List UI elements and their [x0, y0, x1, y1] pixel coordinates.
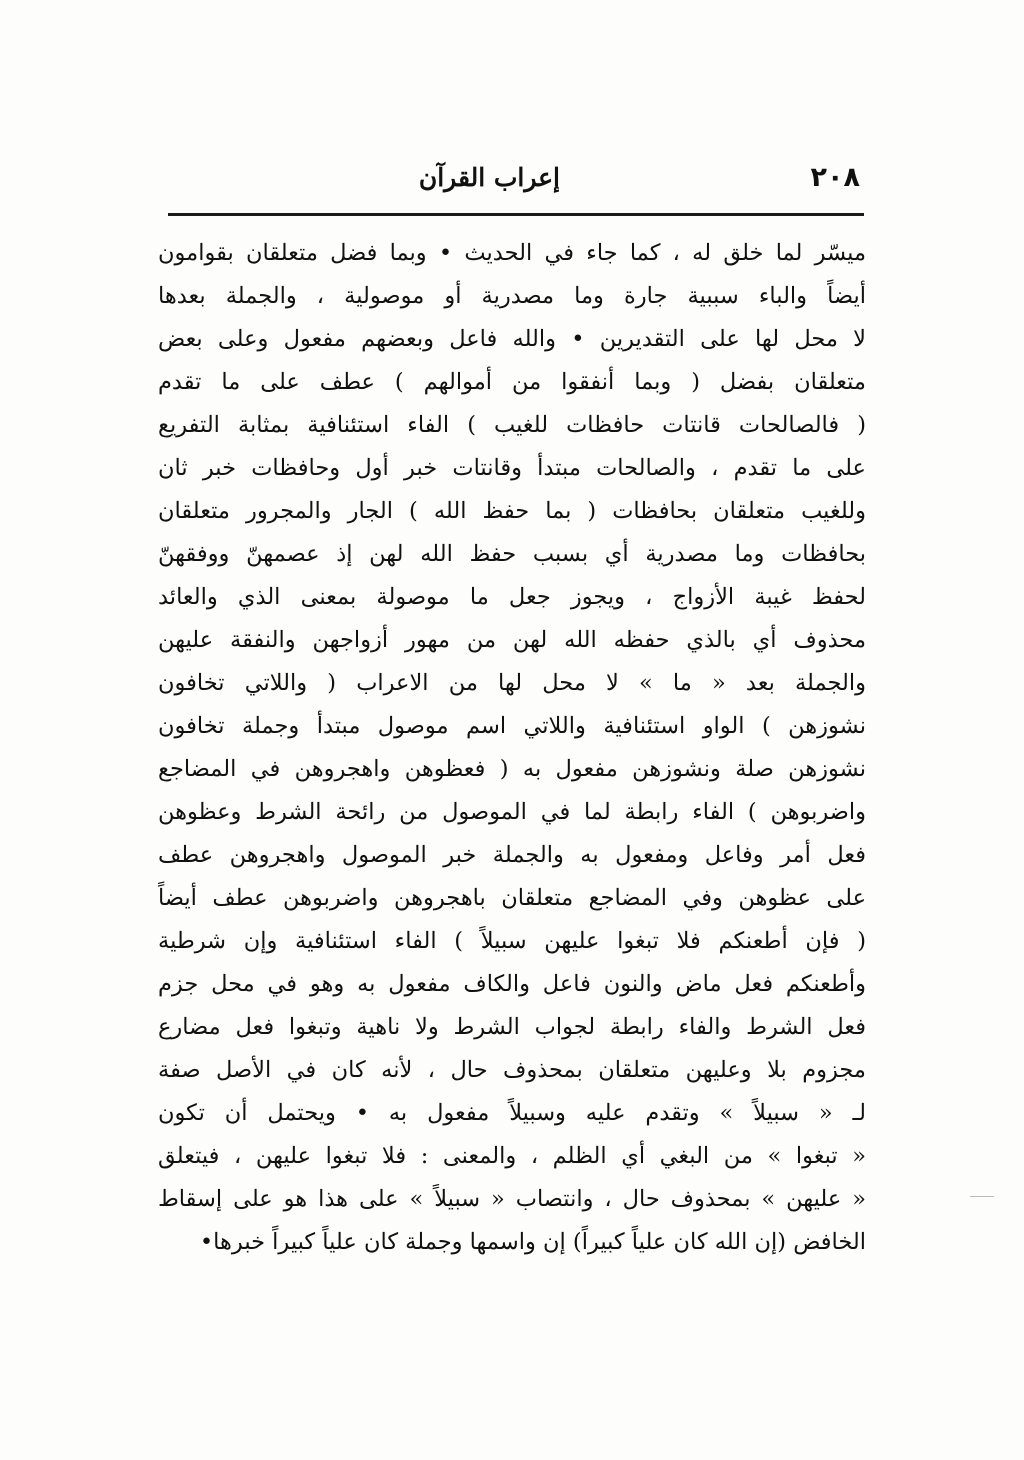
text-line: « عليهن » بمحذوف حال ، وانتصاب « سبيلاً » على هذا هو على إسقاط	[158, 1186, 866, 1212]
text-line: « تبغوا » من البغي أي الظلم ، والمعنى : فلا تبغوا عليهن ، فيتعلق	[158, 1143, 866, 1169]
text-line: فعل أمر وفاعل ومفعول به والجملة خبر الموصول واهجروهن عطف	[158, 842, 866, 868]
text-line: نشوزهن صلة ونشوزهن مفعول به ( فعظوهن واهجروهن في المضاجع	[158, 756, 866, 782]
text-line: لا محل لها على التقديرين • والله فاعل وبعضهم مفعول وعلى بعض	[158, 326, 866, 352]
text-line: وأطعنكم فعل ماض والنون فاعل والكاف مفعول به وهو في محل جزم	[158, 971, 866, 997]
margin-scan-mark	[970, 1196, 994, 1211]
text-line: وللغيب متعلقان بحافظات ( بما حفظ الله ) الجار والمجرور متعلقان	[158, 498, 866, 524]
text-line: فعل الشرط والفاء رابطة لجواب الشرط ولا ناهية وتبغوا فعل مضارع	[158, 1014, 866, 1040]
text-line: على عظوهن وفي المضاجع متعلقان باهجروهن واضربوهن عطف أيضاً	[158, 885, 866, 911]
text-line: متعلقان بفضل ( وبما أنفقوا من أموالهم ) عطف على ما تقدم	[158, 369, 866, 395]
text-line: لحفظ غيبة الأزواج ، ويجوز جعل ما موصولة بمعنى الذي والعائد	[158, 584, 866, 610]
text-line: ( فالصالحات قانتات حافظات للغيب ) الفاء استئنافية بمثابة التفريع	[158, 412, 866, 438]
text-line: على ما تقدم ، والصالحات مبتدأ وقانتات خبر أول وحافظات خبر ثان	[158, 455, 866, 481]
text-line: أيضاً والباء سببية جارة وما مصدرية أو موصولية ، والجملة بعدها	[158, 283, 866, 309]
text-line: ميسّر لما خلق له ، كما جاء في الحديث • وبما فضل متعلقان بقوامون	[158, 240, 866, 266]
running-title: إعراب القرآن	[418, 163, 560, 192]
text-line: والجملة بعد « ما » لا محل لها من الاعراب ( واللاتي تخافون	[158, 670, 866, 696]
text-line: مجزوم بلا وعليهن متعلقان بمحذوف حال ، لأنه كان في الأصل صفة	[158, 1057, 866, 1083]
text-line: نشوزهن ) الواو استئنافية واللاتي اسم موصول مبتدأ وجملة تخافون	[158, 713, 866, 739]
text-line: محذوف أي بالذي حفظه الله لهن من مهور أزواجهن والنفقة عليهن	[158, 627, 866, 653]
header-rule	[168, 213, 864, 216]
page-number: ٢٠٨	[810, 162, 860, 193]
page-header	[170, 158, 860, 198]
text-line: ( فإن أطعنكم فلا تبغوا عليهن سبيلاً ) الفاء استئنافية وإن شرطية	[158, 928, 866, 954]
text-line: بحافظات وما مصدرية أي بسبب حفظ الله لهن إذ عصمهنّ ووفقهنّ	[158, 541, 866, 567]
text-line: الخافض (إن الله كان علياً كبيراً) إن واسمها وجملة كان علياً كبيراً خبرها•	[199, 1229, 866, 1255]
text-line: واضربوهن ) الفاء رابطة لما في الموصول من رائحة الشرط وعظوهن	[158, 799, 866, 825]
body-text	[158, 232, 866, 1264]
text-line: لـ « سبيلاً » وتقدم عليه وسبيلاً مفعول به • ويحتمل أن تكون	[158, 1100, 866, 1126]
